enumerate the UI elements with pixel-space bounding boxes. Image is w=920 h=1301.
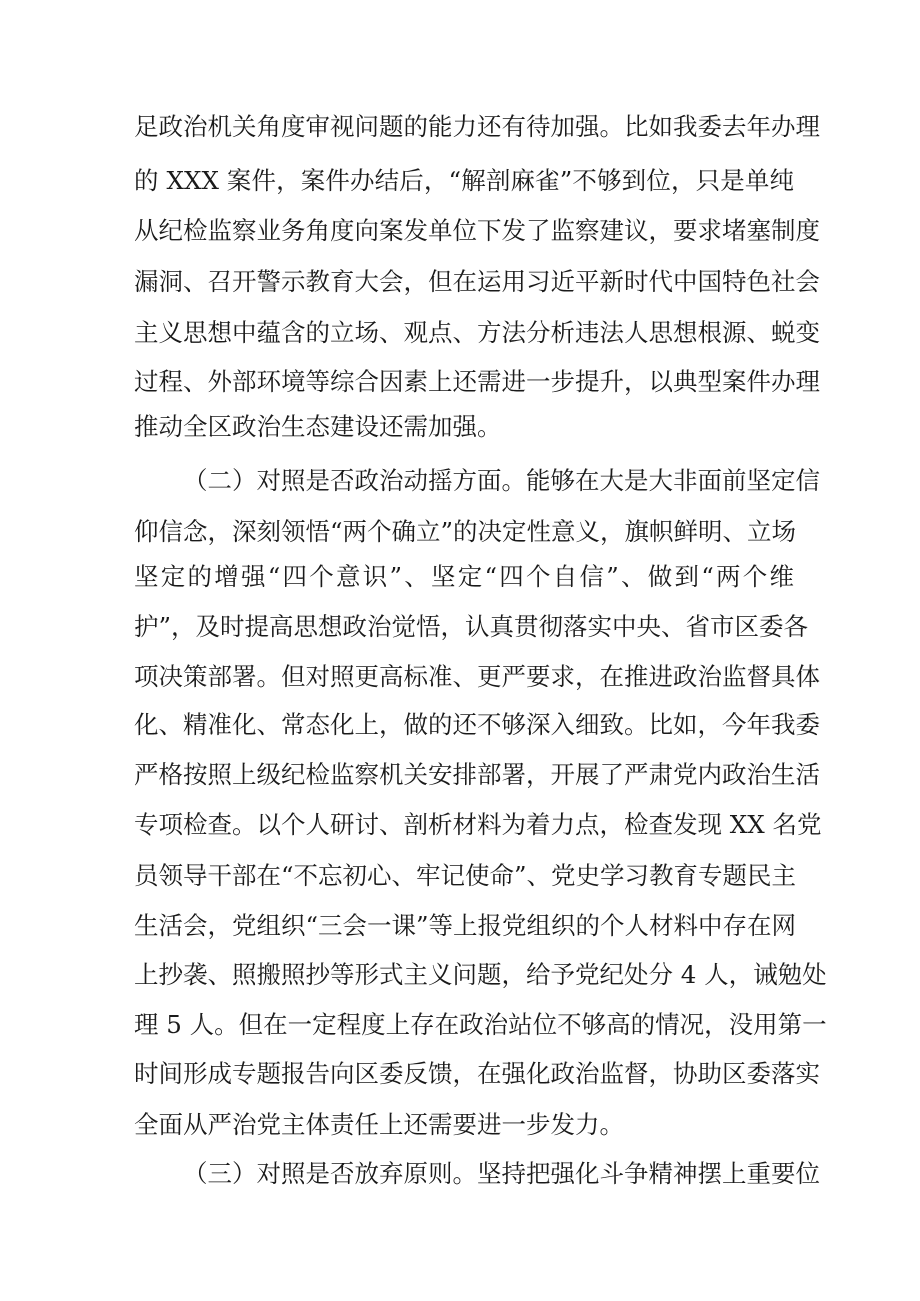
text-line: 推动全区政治生态建设还需加强。 bbox=[134, 412, 502, 441]
text-line: 化、精准化、常态化上，做的还不够深入细致。比如，今年我委 bbox=[134, 710, 820, 739]
text-line: 漏洞、召开警示教育大会，但在运用习近平新时代中国特色社会 bbox=[134, 267, 820, 296]
text-line: 理 5 人。但在一定程度上存在政治站位不够高的情况，没用第一 bbox=[134, 1010, 827, 1039]
text-line: 足政治机关角度审视问题的能力还有待加强。比如我委去年办理 bbox=[134, 112, 820, 141]
text-line: 坚定的增强“四个意识”、坚定“四个自信”、做到“两个维 bbox=[134, 562, 794, 591]
text-line: 员领导干部在“不忘初心、牢记使命”、党史学习教育专题民主 bbox=[134, 861, 797, 890]
text-line: 专项检查。以个人研讨、剖析材料为着力点，检查发现 XX 名党 bbox=[134, 810, 822, 839]
text-line: 从纪检监察业务角度向案发单位下发了监察建议，要求堵塞制度 bbox=[134, 216, 820, 245]
text-line: 护”，及时提高思想政治觉悟，认真贯彻落实中央、省市区委各 bbox=[134, 612, 809, 641]
text-line: 时间形成专题报告向区委反馈，在强化政治监督，协助区委落实 bbox=[134, 1059, 820, 1088]
text-line: 生活会，党组织“三会一课”等上报党组织的个人材料中存在网 bbox=[134, 911, 797, 940]
text-line: 上抄袭、照搬照抄等形式主义问题，给予党纪处分 4 人，诫勉处 bbox=[134, 960, 827, 989]
text-line: 过程、外部环境等综合因素上还需进一步提升，以典型案件办理 bbox=[134, 367, 820, 396]
text-line: 项决策部署。但对照更高标准、更严要求，在推进政治监督具体 bbox=[134, 662, 820, 691]
text-line: 仰信念，深刻领悟“两个确立”的决定性意义，旗帜鲜明、立场 bbox=[134, 517, 797, 546]
text-line: 全面从严治党主体责任上还需要进一步发力。 bbox=[134, 1110, 624, 1139]
text-line: 的 XXX 案件，案件办结后，“解剖麻雀”不够到位，只是单纯 bbox=[134, 166, 794, 195]
text-line: （三）对照是否放弃原则。坚持把强化斗争精神摆上重要位 bbox=[183, 1159, 820, 1188]
text-line: （二）对照是否政治动摇方面。能够在大是大非面前坚定信 bbox=[183, 466, 820, 495]
text-line: 主义思想中蕴含的立场、观点、方法分析违法人思想根源、蜕变 bbox=[134, 318, 820, 347]
text-line: 严格按照上级纪检监察机关安排部署，开展了严肃党内政治生活 bbox=[134, 760, 820, 789]
